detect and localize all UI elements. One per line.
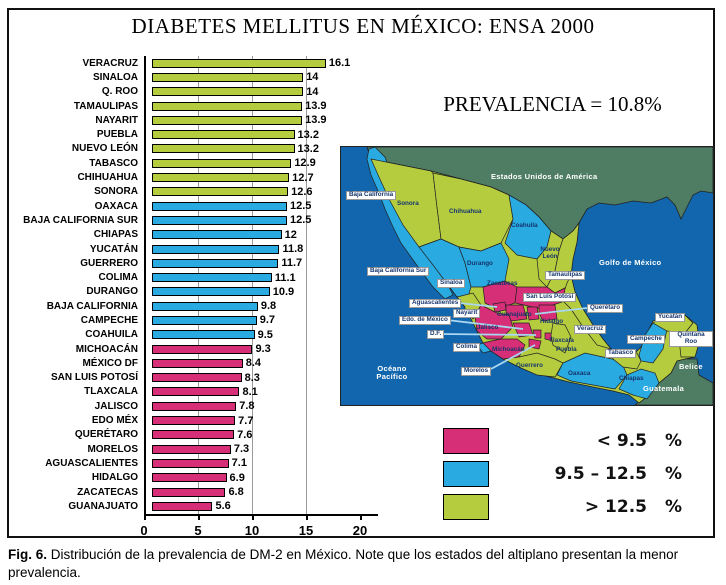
bar-value-label: 11.7 (281, 257, 303, 270)
bar-category-label: CHIHUAHUA (77, 172, 138, 184)
bar-category-label: JALISCO (94, 400, 138, 412)
bar-category-label: TAMAULIPAS (73, 100, 138, 112)
legend-range-label: 9.5 – 12.5 (554, 463, 647, 484)
bar (152, 373, 242, 382)
bar-category-label: OAXACA (94, 200, 138, 212)
bar-category-label: YUCATÁN (89, 243, 138, 255)
map-label: Campeche (627, 335, 665, 344)
bar-row (12, 185, 350, 199)
bar-row (12, 256, 350, 270)
map-label: Puebla (556, 346, 577, 353)
map-label: Oaxaca (568, 370, 591, 377)
bar-value-label: 14 (306, 85, 319, 98)
bar-category-label: NUEVO LEÓN (71, 143, 138, 155)
bar-value-label: 5.6 (215, 500, 231, 513)
bar-category-label: NAYARIT (95, 114, 138, 126)
map-label: Chihuahua (449, 208, 482, 215)
bar-value-label: 7.7 (238, 414, 254, 427)
bar (152, 173, 289, 182)
legend-swatch (443, 494, 489, 520)
bar (152, 345, 252, 354)
map-label: Sonora (397, 200, 419, 207)
bar-category-label: SONORA (94, 186, 138, 198)
bar-row (12, 85, 350, 99)
bar-value-label: 9.5 (257, 328, 273, 341)
bar (152, 130, 295, 139)
legend-item (443, 490, 682, 523)
bar (152, 245, 279, 254)
map-label: San Luis Potosí (523, 293, 576, 302)
map-label: Guatemala (643, 384, 685, 393)
bar-category-label: SAN LUIS POTOSÍ (50, 372, 138, 384)
bar-row (12, 456, 350, 470)
bar-category-label: PUEBLA (96, 129, 138, 141)
bar-value-label: 8.4 (245, 357, 262, 370)
bar-value-label: 12.7 (292, 171, 314, 184)
bar (152, 459, 229, 468)
bar-row (12, 313, 350, 327)
bar-value-label: 12.6 (291, 185, 313, 198)
bar-row (12, 156, 350, 170)
bar-category-label: COAHUILA (85, 329, 138, 341)
legend-range-label: < 9.5 (596, 430, 647, 451)
bar-row (12, 356, 350, 370)
bar (152, 230, 282, 239)
bar (152, 159, 291, 168)
bar (152, 287, 270, 296)
bar (152, 488, 225, 497)
chart-title: DIABETES MELLITUS EN MÉXICO: ENSA 2000 (131, 14, 595, 38)
bar-category-label: CHIAPAS (93, 229, 138, 241)
bar (152, 87, 303, 96)
bar-category-label: MORELOS (87, 443, 138, 455)
bar-row (12, 142, 350, 156)
bar-row (12, 99, 350, 113)
bar-category-label: SINALOA (93, 71, 138, 83)
bar-category-label: BAJA CALIFORNIA SUR (23, 214, 138, 226)
bar-value-label: 9.7 (259, 314, 276, 327)
bar-row (12, 499, 350, 513)
bar-row (12, 399, 350, 413)
bar (152, 416, 235, 425)
legend-swatch (443, 428, 489, 454)
prevalence-note: PREVALENCIA = 10.8% (443, 92, 662, 116)
x-axis-tick-label: 15 (298, 522, 314, 538)
bar (152, 445, 231, 454)
bar-value-label: 11.1 (274, 271, 296, 284)
map-label: Chiapas (619, 375, 644, 382)
bar (152, 273, 272, 282)
bar (152, 402, 236, 411)
bar-value-label: 11.8 (282, 243, 304, 255)
bar-category-label: CAMPECHE (80, 314, 138, 326)
legend-range-label: > 12.5 (584, 496, 647, 517)
bar-value-label: 7.6 (237, 428, 253, 441)
map-label: Colima (453, 343, 480, 352)
map-label: Zacatecas (487, 280, 518, 287)
legend-swatch (443, 461, 489, 487)
map-label: Aguascalientes (409, 299, 461, 308)
bar-value-label: 8.1 (242, 385, 258, 398)
map-label: Nuevo León (540, 246, 560, 260)
bar-value-label: 6.9 (229, 471, 245, 484)
map-label: Guanajuato (497, 311, 532, 318)
bar (152, 302, 258, 311)
bar-row (12, 371, 350, 385)
map-label: Guerrero (516, 362, 543, 369)
bar-row (12, 113, 350, 127)
caption-text: Distribución de la prevalencia de DM-2 en México. Note que los estados del altiplano presentan la menor prevalencia. (8, 547, 679, 580)
bar-value-label: 7.3 (233, 443, 250, 456)
y-axis-line (144, 56, 146, 514)
bar-row (12, 199, 350, 213)
legend-percent-sign: % (665, 430, 683, 451)
map-label: Océano Pacífico (376, 364, 408, 382)
bar-rows (12, 56, 350, 514)
bar-row (12, 385, 350, 399)
bar (152, 202, 287, 211)
bar (152, 102, 302, 111)
x-axis-tick-label: 5 (194, 522, 202, 538)
bar-category-label: Q. ROO (101, 86, 138, 98)
bar-row (12, 127, 350, 141)
map-label: Tlaxcala (549, 337, 574, 344)
bar-value-label: 9.3 (255, 343, 271, 356)
bar-row (12, 56, 350, 70)
bar-row (12, 442, 350, 456)
bar-category-label: ZACATECAS (77, 486, 138, 498)
bar-value-label: 7.8 (239, 400, 255, 413)
bar-category-label: TABASCO (89, 157, 138, 169)
bar (152, 430, 234, 439)
bar-row (12, 170, 350, 184)
map-label: D.F. (427, 330, 444, 339)
map-label: Querétaro (587, 304, 623, 313)
bar-category-label: VERACRUZ (82, 57, 138, 69)
bar-value-label: 14 (306, 71, 319, 84)
bar-category-label: GUANAJUATO (68, 500, 138, 512)
bar-row (12, 328, 350, 342)
bar-row (12, 299, 350, 313)
bar (152, 316, 257, 325)
bar-category-label: QUERÉTARO (74, 429, 138, 441)
map-label: Morelos (461, 367, 491, 376)
bar-value-label: 9.8 (260, 300, 277, 313)
x-axis-tick-label: 10 (244, 522, 260, 538)
bar-value-label: 12 (284, 228, 297, 241)
figure-caption (8, 546, 720, 581)
map-label: Belice (679, 362, 703, 371)
bar-value-label: 12.9 (294, 157, 316, 170)
x-axis-tick-label: 0 (140, 522, 148, 538)
map-label: Hidalgo (540, 318, 564, 325)
bar-category-label: GUERRERO (80, 257, 138, 269)
bar (152, 473, 227, 482)
map-label: Edo. de México (399, 316, 451, 325)
bar-row (12, 270, 350, 284)
bar-category-label: HIDALGO (91, 472, 138, 484)
map-label: Estados Unidos de América (491, 172, 598, 181)
legend-percent-sign: % (665, 496, 683, 517)
map-label: Michoacán (492, 346, 525, 353)
bar-category-label: TLAXCALA (84, 386, 138, 398)
map-label: Yucatán (655, 313, 685, 322)
map-label: Coahuila (511, 222, 538, 229)
bar (152, 387, 239, 396)
bar-value-label: 13.2 (297, 128, 319, 141)
bar-category-label: MÉXICO DF (82, 357, 138, 369)
bar-row (12, 413, 350, 427)
bar (152, 330, 255, 339)
bar-row (12, 471, 350, 485)
bar (152, 116, 302, 125)
bar-row (12, 342, 350, 356)
bar-value-label: 13.9 (305, 114, 327, 127)
bar-row (12, 213, 350, 227)
map-label: Baja California (346, 191, 396, 200)
map-label: Golfo de México (599, 258, 662, 267)
bar (152, 73, 303, 82)
bar (152, 216, 287, 225)
bar-value-label: 6.8 (228, 486, 244, 499)
bar-row (12, 485, 350, 499)
bar-value-label: 8.3 (244, 371, 260, 384)
bar-category-label: COLIMA (98, 272, 138, 284)
bar-category-label: AGUASCALIENTES (45, 457, 138, 469)
caption-prefix: Fig. 6. (8, 547, 48, 562)
map-label: Tamaulipas (545, 271, 585, 280)
bar (152, 59, 326, 68)
map-label: Nayarit (453, 309, 480, 318)
map-label: Veracruz (574, 325, 606, 334)
legend (443, 424, 682, 523)
bar-value-label: 12.5 (290, 200, 312, 213)
legend-item (443, 424, 682, 457)
bar-row (12, 285, 350, 299)
bar-category-label: BAJA CALIFORNIA (46, 300, 138, 312)
map-label: Quintana Roo (669, 331, 713, 347)
map-label: Sinaloa (437, 279, 465, 288)
legend-item (443, 457, 682, 490)
bar-row (12, 242, 350, 256)
bar-category-label: EDO MÉX (91, 415, 138, 427)
x-axis-line (144, 514, 378, 516)
map-label: Jalisco (477, 324, 499, 331)
bar-value-label: 7.1 (231, 457, 247, 470)
bar-category-label: MICHOACÁN (75, 343, 138, 355)
bar (152, 502, 212, 511)
map-label: Baja California Sur (367, 267, 429, 276)
map-label-layer (341, 147, 713, 405)
bar-category-label: DURANGO (86, 286, 138, 298)
bar-row (12, 228, 350, 242)
bar-value-label: 13.9 (305, 100, 327, 113)
bar (152, 359, 243, 368)
bar-value-label: 16.1 (328, 57, 351, 70)
bar-row (12, 70, 350, 84)
legend-percent-sign: % (665, 463, 683, 484)
map-label: Durango (467, 260, 493, 267)
bar-row (12, 428, 350, 442)
map-label: Tabasco (605, 349, 636, 358)
bar (152, 259, 278, 268)
bar-value-label: 12.5 (290, 214, 312, 227)
bar (152, 144, 295, 153)
bar-value-label: 10.9 (272, 285, 295, 298)
bar (152, 187, 288, 196)
mexico-map (340, 146, 714, 406)
bar-value-label: 13.2 (297, 142, 319, 155)
x-axis-tick-label: 20 (352, 522, 368, 538)
